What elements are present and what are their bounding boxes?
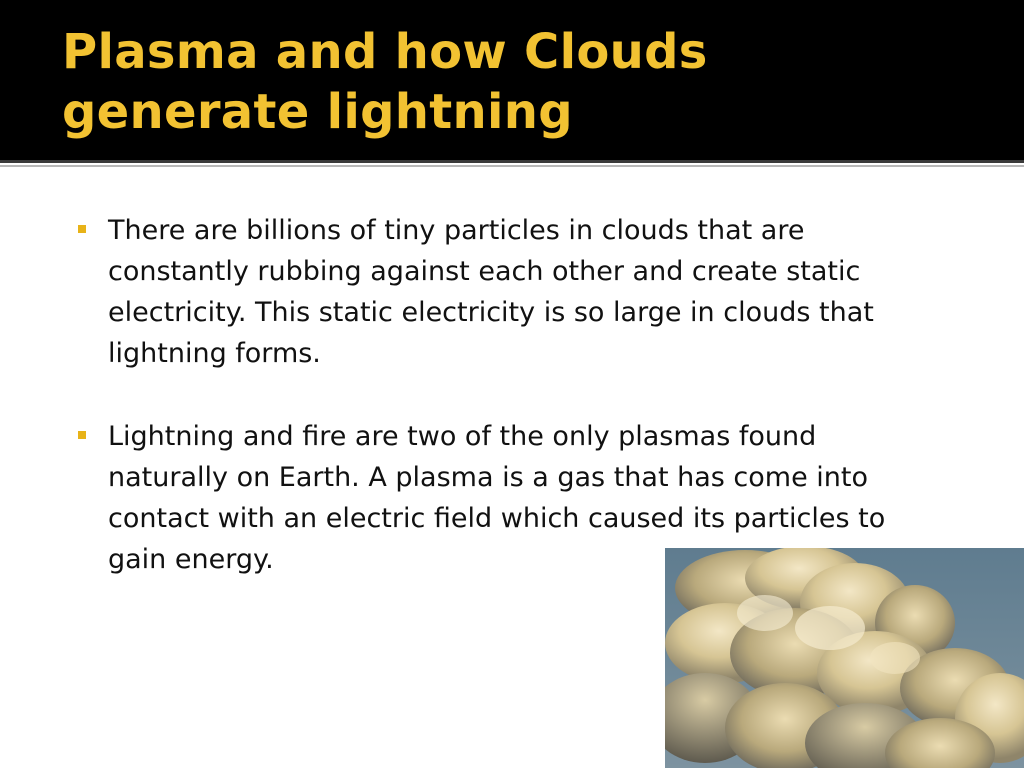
title-divider: [0, 160, 1024, 163]
slide-title: Plasma and how Clouds generate lightning: [62, 24, 708, 140]
square-bullet-icon: [78, 225, 86, 233]
bullet-item: [78, 210, 918, 374]
square-bullet-icon: [78, 431, 86, 439]
bullet-text: Lightning and fire are two of the only plasmas found naturally on Earth. A plasma is a gas that has come into contact with an electric field which caused its particles to gain energy.: [108, 421, 886, 575]
cloud-photo: [665, 548, 1024, 768]
title-divider-light: [0, 165, 1024, 167]
bullet-text: There are billions of tiny particles in clouds that are constantly rubbing against each other and create static electricity. This static electricity is so large in clouds that lightning forms.: [108, 215, 874, 369]
